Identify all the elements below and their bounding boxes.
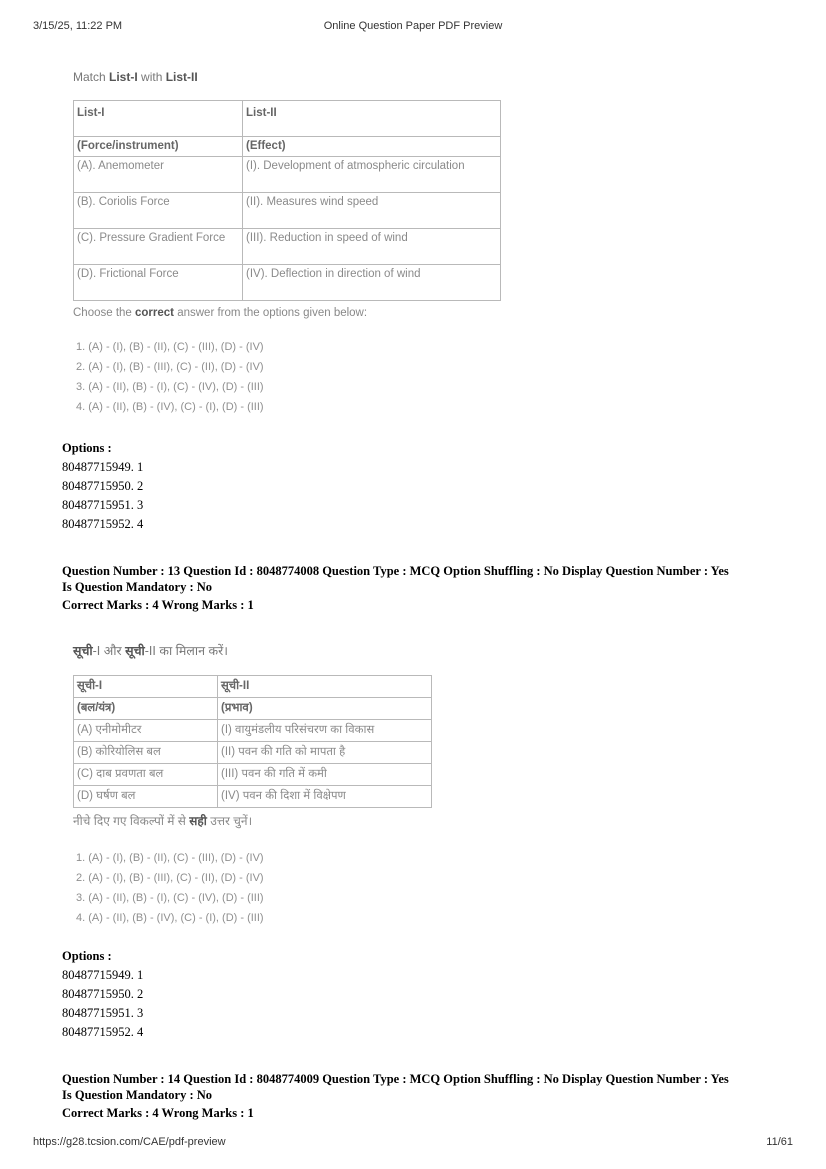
table-cell: (IV). Deflection in direction of wind (243, 265, 501, 301)
answer-choice: 1. (A) - (I), (B) - (II), (C) - (III), (D) - (IV) (76, 341, 264, 353)
table-cell: (A). Anemometer (74, 157, 243, 193)
question-prompt: Match List-I with List-II (73, 70, 198, 84)
answer-choice: 3. (A) - (II), (B) - (I), (C) - (IV), (D) - (III) (76, 892, 264, 904)
table-header-cell: सूची-I (74, 676, 218, 698)
question-image-hindi (73, 641, 432, 928)
option-item: 80487715950. 2 (62, 479, 144, 493)
table-cell: (II) पवन की गति को मापता है (218, 742, 432, 764)
answer-choice: 1. (A) - (I), (B) - (II), (C) - (III), (D) - (IV) (76, 852, 264, 864)
table-row (74, 786, 432, 808)
options-list (62, 947, 782, 1042)
table-subheader-cell: (प्रभाव) (218, 698, 432, 720)
question-meta-line: Is Question Mandatory : No (62, 1088, 213, 1102)
table-row (74, 229, 501, 265)
options-label: Options : (62, 441, 112, 455)
choose-instruction: नीचे दिए गए विकल्पों में से सही उत्तर चुनें। (73, 814, 253, 828)
table-cell: (I). Development of atmospheric circulation (243, 157, 501, 193)
answer-choices (73, 337, 501, 417)
question-meta-line: Is Question Mandatory : No (62, 580, 213, 594)
print-page-title: Online Question Paper PDF Preview (323, 20, 503, 32)
option-item: 80487715952. 4 (62, 517, 144, 531)
table-row (74, 742, 432, 764)
question-meta-line: Question Number : 14 Question Id : 8048774009 Question Type : MCQ Option Shuffling : No Display Question Number : Yes (62, 1072, 729, 1086)
table-cell: (I) वायुमंडलीय परिसंचरण का विकास (218, 720, 432, 742)
match-table (73, 100, 501, 301)
table-cell: (D) घर्षण बल (74, 786, 218, 808)
question-image-english (73, 68, 501, 417)
table-cell: (IV) पवन की दिशा में विक्षेपण (218, 786, 432, 808)
table-cell: (B) कोरियोलिस बल (74, 742, 218, 764)
option-item: 80487715951. 3 (62, 1006, 144, 1020)
table-row (74, 720, 432, 742)
table-header-cell: सूची-II (218, 676, 432, 698)
table-row (74, 193, 501, 229)
table-cell: (III) पवन की गति में कमी (218, 764, 432, 786)
print-url: https://g28.tcsion.com/CAE/pdf-preview (33, 1136, 226, 1148)
table-header-cell: List-I (74, 101, 243, 137)
question-meta (62, 1071, 792, 1121)
question-meta (62, 563, 792, 613)
table-cell: (A) एनीमोमीटर (74, 720, 218, 742)
option-item: 80487715949. 1 (62, 460, 144, 474)
question-meta-line: Correct Marks : 4 Wrong Marks : 1 (62, 598, 254, 612)
options-list (62, 439, 782, 534)
question-prompt: सूची-I और सूची-II का मिलान करें। (73, 644, 228, 658)
page-number: 11/61 (766, 1136, 793, 1148)
table-cell: (C). Pressure Gradient Force (74, 229, 243, 265)
option-item: 80487715951. 3 (62, 498, 144, 512)
options-label: Options : (62, 949, 112, 963)
table-row (74, 157, 501, 193)
table-cell: (B). Coriolis Force (74, 193, 243, 229)
table-row (74, 265, 501, 301)
table-subheader-cell: (Effect) (243, 137, 501, 157)
answer-choice: 3. (A) - (II), (B) - (I), (C) - (IV), (D) - (III) (76, 381, 264, 393)
table-row (74, 764, 432, 786)
table-cell: (C) दाब प्रवणता बल (74, 764, 218, 786)
table-cell: (II). Measures wind speed (243, 193, 501, 229)
option-item: 80487715950. 2 (62, 987, 144, 1001)
answer-choice: 2. (A) - (I), (B) - (III), (C) - (II), (D) - (IV) (76, 872, 264, 884)
question-meta-line: Question Number : 13 Question Id : 8048774008 Question Type : MCQ Option Shuffling : No Display Question Number : Yes (62, 564, 729, 578)
option-item: 80487715952. 4 (62, 1025, 144, 1039)
table-header-cell: List-II (243, 101, 501, 137)
answer-choice: 4. (A) - (II), (B) - (IV), (C) - (I), (D) - (III) (76, 912, 264, 924)
choose-instruction: Choose the correct answer from the options given below: (73, 307, 368, 319)
match-table (73, 675, 432, 808)
table-subheader-cell: (Force/instrument) (74, 137, 243, 157)
table-cell: (III). Reduction in speed of wind (243, 229, 501, 265)
answer-choice: 2. (A) - (I), (B) - (III), (C) - (II), (D) - (IV) (76, 361, 264, 373)
print-datetime: 3/15/25, 11:22 PM (33, 20, 123, 32)
table-cell: (D). Frictional Force (74, 265, 243, 301)
table-subheader-cell: (बल/यंत्र) (74, 698, 218, 720)
answer-choices (73, 848, 432, 928)
answer-choice: 4. (A) - (II), (B) - (IV), (C) - (I), (D) - (III) (76, 401, 264, 413)
option-item: 80487715949. 1 (62, 968, 144, 982)
question-meta-line: Correct Marks : 4 Wrong Marks : 1 (62, 1106, 254, 1120)
